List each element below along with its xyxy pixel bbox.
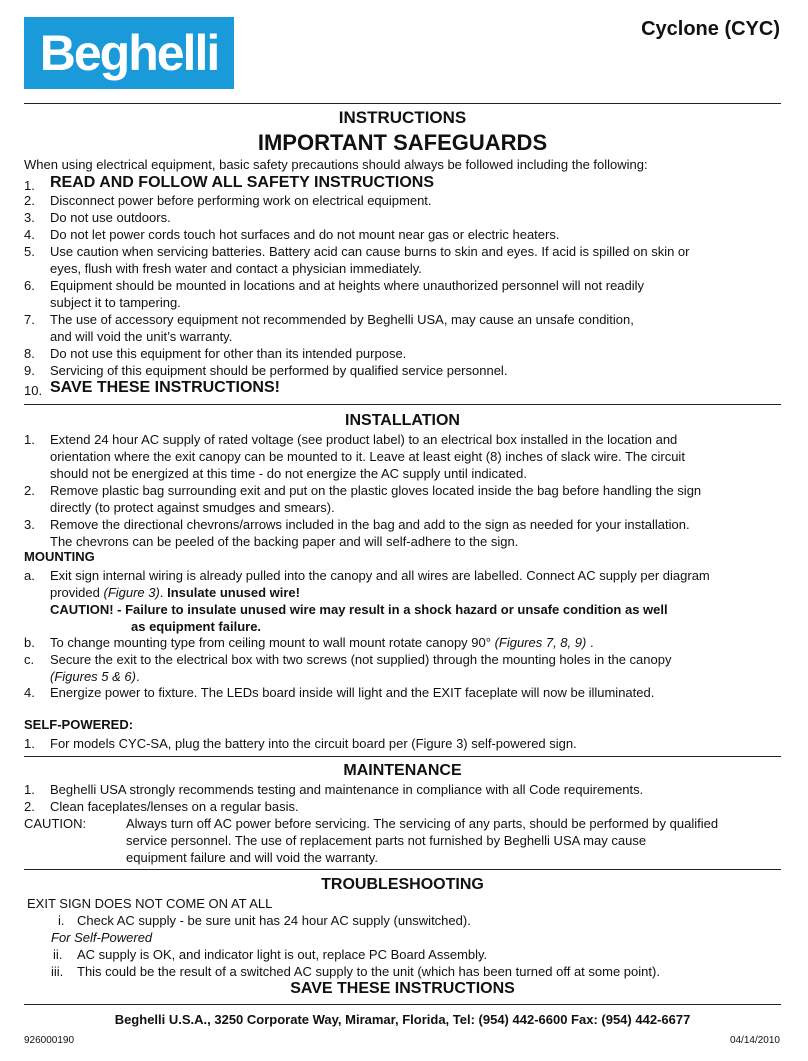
installation-heading: INSTALLATION xyxy=(345,412,460,429)
beghelli-logo xyxy=(24,17,234,89)
mounting-label: MOUNTING xyxy=(24,549,95,564)
self-powered-subheading: For Self-Powered xyxy=(51,930,153,945)
safeguards-heading: IMPORTANT SAFEGUARDS xyxy=(257,130,548,155)
save-instructions: SAVE THESE INSTRUCTIONS xyxy=(290,980,515,997)
divider xyxy=(24,404,781,405)
divider-bottom xyxy=(24,1004,781,1005)
document-number: 926000190 xyxy=(24,1035,75,1046)
step-ii-text: AC supply is OK, and indicator light is out, replace PC Board Assembly. xyxy=(77,947,488,962)
document-date: 04/14/2010 xyxy=(729,1035,780,1046)
product-title: Cyclone (CYC) xyxy=(641,18,780,40)
instructions-heading: INSTRUCTIONS xyxy=(338,108,467,127)
self-powered-label: SELF-POWERED: xyxy=(24,717,134,732)
caution-warning-cont: as equipment failure. xyxy=(131,619,262,634)
step-ii-num: ii. xyxy=(53,947,63,962)
divider xyxy=(24,756,781,757)
problem-text: EXIT SIGN DOES NOT COME ON AT ALL xyxy=(27,896,273,911)
step-iii-num: iii. xyxy=(51,964,64,979)
divider xyxy=(24,869,781,870)
step-i-num: i. xyxy=(58,913,65,928)
maintenance-heading: MAINTENANCE xyxy=(343,762,462,779)
divider-top xyxy=(24,103,781,104)
logo-text: Beghelli xyxy=(39,25,219,81)
troubleshooting-heading: TROUBLESHOOTING xyxy=(321,876,484,893)
step-i-text: Check AC supply - be sure unit has 24 hour AC supply (unswitched). xyxy=(77,913,471,928)
step-iii-text: This could be the result of a switched AC supply to the unit (which has been turned off at some point). xyxy=(77,964,660,979)
caution-warning: CAUTION! - Failure to insulate unused wire may result in a shock hazard or unsafe condition as well xyxy=(50,602,668,617)
intro-text: When using electrical equipment, basic safety precautions should always be followed including the following: xyxy=(24,157,648,172)
footer-company: Beghelli U.S.A., 3250 Corporate Way, Miramar, Florida, Tel: (954) 442-6600 Fax: (954) 442-6677 xyxy=(114,1012,691,1027)
page: Beghelli Cyclone (CYC) INSTRUCTIONS IMPORTANT SAFEGUARDS When using electrical equipment, basic safety precautions should always be followed including the following: 1. READ AND FOLLOW ALL SAFETY INSTRUCTIONS 2. Disconnect power before performing work on electrical equipment. 3. Do not use outdoors. 4. Do not let power cords touch hot surfaces and do not mount near gas or electric heaters. 5. Use caution when servicing batteries. Battery acid can cause burns to skin and eyes. If acid is spilled on skin or eyes, flush with fresh water and contact a physician immediately. 6. Equipment should be mounted in locations and at heights where unauthorized personnel will not readily subject it to tampering. 7. The use of accessory equipment not recommended by Beghelli USA, may cause an unsafe condition, and will void the unit’s warranty. 8. Do not use this equipment for other than its intended purpose. 9. Servicing of this equipment should be performed by qualified service personnel. 10. SAVE THESE INSTRUCTIONS! INSTALLATION 1. Extend 24 hour AC supply of rated voltage (see product label) to an electrical box installed in the location and orientation where the exit canopy can be mounted to it. Leave at least eight (8) inches of slack wire. The circuit should not be energized at this time - do not energize the AC supply until indicated. 2. Remove plastic bag surrounding exit and put on the plastic gloves located inside the bag before handling the sign directly (to protect against smudges and smears). 3. Remove the directional chevrons/arrows included in the bag and add to the sign as needed for your installation. The chevrons can be peeled of the backing paper and will self-adhere to the sign. MOUNTING a. Exit sign internal wiring is already pulled into the canopy and all wires are labelled. Connect AC supply per diagram provided (Figure 3). Insulate unused wire! CAUTION! - Failure to insulate unused wire may result in a shock hazard or unsafe condition as well as equipment failure. b. To change mounting type from ceiling mount to wall mount rotate canopy 90° (Figures 7, 8, 9) . c. Secure the exit to the electrical box with two screws (not supplied) through the mounting holes in the canopy (Figures 5 & 6). 4. Energize power to fixture. The LEDs board inside will light and the EXIT faceplate will now be illuminated. SELF-POWERED: 1. For models CYC-SA, plug the battery into the circuit board per (Figure 3) self-powered sign. MAINTENANCE 1. Beghelli USA strongly recommends testing and maintenance in compliance with all Code requirements. 2. Clean faceplates/lenses on a regular basis. CAUTION: Always turn off AC power before servicing. The servicing of any parts, should be performed by qualified service personnel. The use of replacement parts not furnished by Beghelli USA may cause equipment failure and will void the warranty. TROUBLESHOOTING EXIT SIGN DOES NOT COME ON AT ALL i. Check AC supply - be sure unit has 24 hour AC supply (unswitched). For Self-Powered ii. AC supply is OK, and indicator light is out, replace PC Board Assembly. iii. This could be the result of a switched AC supply to the unit (which has been turned off at some point). SAVE THESE INSTRUCTIONS Beghelli U.S.A., 3250 Corporate Way, Miramar, Florida, Tel: (954) 442-6600 Fax: (954) 442-6677 926000190 04/14/2010 xyxy=(24,18,780,1046)
